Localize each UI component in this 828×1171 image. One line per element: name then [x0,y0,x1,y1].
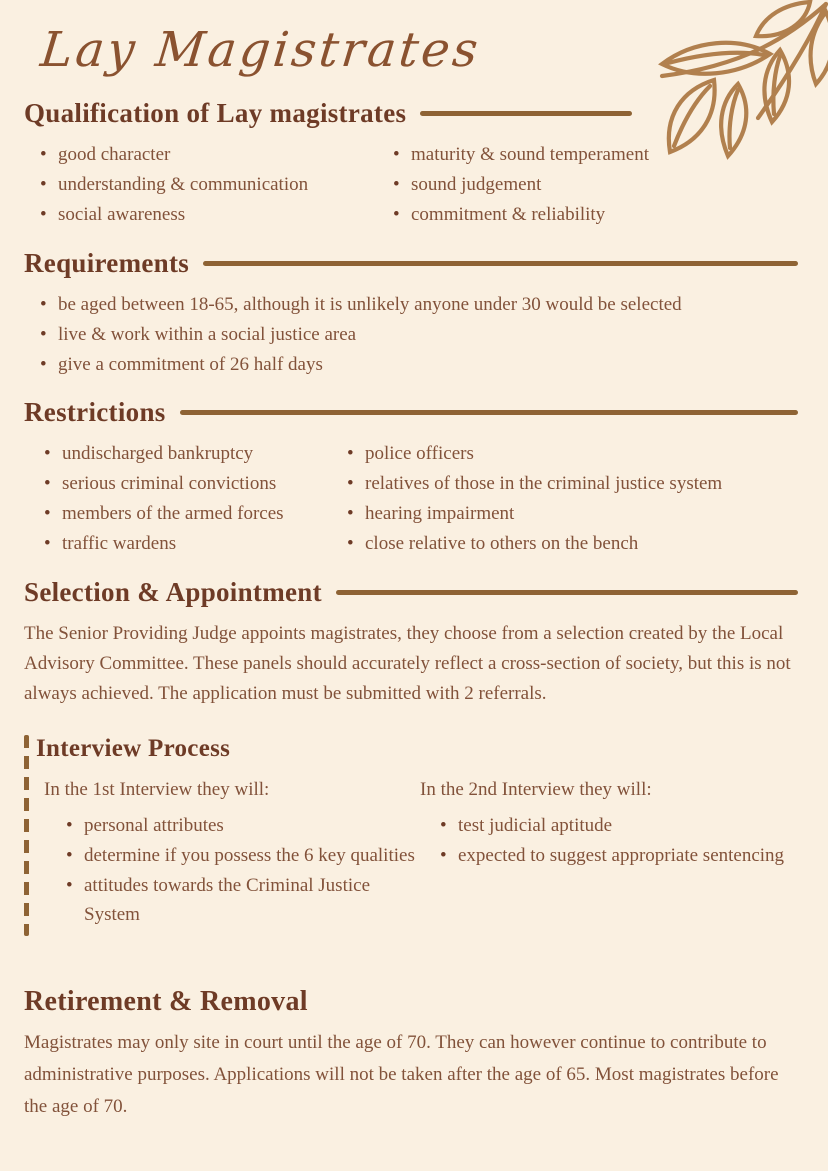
qualification-heading: Qualification of Lay magistrates [24,98,407,128]
bullet-item: • hearing impairment [347,499,798,528]
interview-second-intro: In the 2nd Interview they will: [420,779,652,801]
restrictions-heading: Restrictions [24,397,166,428]
bullet-item: • personal attributes [66,811,420,840]
bullet-item: • give a commitment of 26 half days [40,350,798,379]
section-restrictions [24,397,798,559]
retirement-heading: Retirement & Removal [24,986,308,1018]
bullet-item: • good character [40,140,379,169]
bullet-item: • live & work within a social justice area [40,320,798,349]
bullet-item: • test judicial aptitude [440,811,788,840]
section-requirements [24,248,798,379]
qualification-bullets-right [393,140,798,230]
bullet-item: • serious criminal convictions [44,469,327,498]
interview-first-column [36,777,420,930]
interview-second-bullets [440,811,788,870]
restrictions-bullets-left [44,439,327,559]
section-selection [24,577,798,709]
interview-second-column [420,777,788,930]
bullet-item: • determine if you possess the 6 key qualities [66,841,420,870]
bullet-item: • close relative to others on the bench [347,529,798,558]
bullet-item: • undischarged bankruptcy [44,439,327,468]
section-interview-process [24,733,798,940]
bullet-item: • understanding & communication [40,170,379,199]
selection-heading: Selection & Appointment [24,577,322,608]
bullet-item: • attitudes towards the Criminal Justice System [66,871,420,929]
restrictions-bullets-right [347,439,798,559]
bullet-item: • relatives of those in the criminal justice system [347,469,798,498]
retirement-paragraph: Magistrates may only site in court until the age of 70. They can however continue to contribute to administrative purposes. Applications will not be taken after the age of 65. Most magistrates before the age of 70. [24,1032,779,1118]
bullet-item: • members of the armed forces [44,499,327,528]
heading-rule [420,111,632,116]
bullet-item: • be aged between 18-65, although it is unlikely anyone under 30 would be selected [40,290,798,319]
interview-first-bullets [66,811,420,929]
heading-rule [203,261,798,266]
selection-paragraph: The Senior Providing Judge appoints magistrates, they choose from a selection created by the Local Advisory Committee. These panels should accurately reflect a cross-section of society, but this is not always achieved. The application must be submitted with 2 referrals. [24,623,791,705]
bullet-item: • traffic wardens [44,529,327,558]
bullet-item: • expected to suggest appropriate sentencing [440,841,788,870]
section-qualification [24,98,798,230]
bullet-item: • sound judgement [393,170,798,199]
bullet-item: • maturity & sound temperament [393,140,798,169]
bullet-item: • police officers [347,439,798,468]
interview-heading: Interview Process [36,735,231,763]
interview-first-intro: In the 1st Interview they will: [44,779,270,801]
bullet-item: • commitment & reliability [393,200,798,229]
requirements-heading: Requirements [24,248,190,279]
heading-rule [336,590,798,595]
requirements-bullets [40,290,798,379]
page-title: Lay Magistrates [38,22,484,78]
heading-rule [180,410,798,415]
qualification-bullets-left [40,140,379,230]
section-retirement [24,986,798,1123]
bullet-item: • social awareness [40,200,379,229]
